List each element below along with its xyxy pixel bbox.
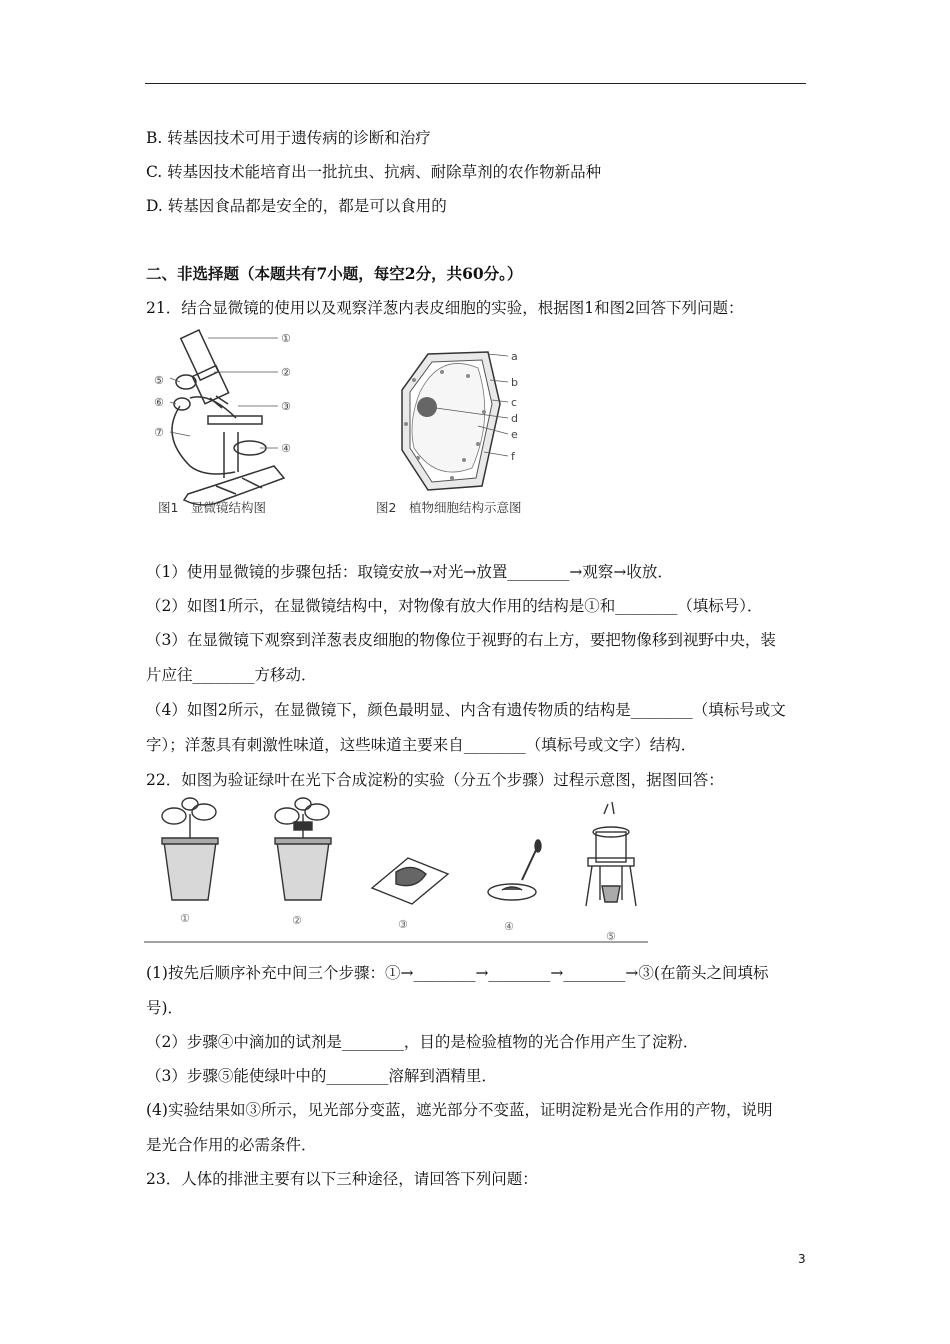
q22-part4-line2: 是光合作用的必需条件． (146, 1136, 317, 1154)
fig1-label-6: ⑥ (154, 396, 164, 409)
fig2-label-e: e (511, 428, 518, 441)
step-label-3: ③ (398, 918, 408, 931)
fig2-caption: 图2 植物细胞结构示意图 (376, 500, 522, 515)
option-d: D. 转基因食品都是安全的，都是可以食用的 (146, 197, 447, 215)
q21-part4-line2: 字）；洋葱具有刺激性味道，这些味道主要来自________（填标号或文字）结构． (146, 736, 697, 754)
step-label-5: ⑤ (606, 930, 616, 943)
q21-part3-line1: （3）在显微镜下观察到洋葱表皮细胞的物像位于视野的右上方，要把物像移到视野中央，装 (146, 631, 776, 649)
q23-stem: 23．人体的排泄主要有以下三种途径，请回答下列问题： (146, 1170, 538, 1188)
step-label-2: ② (292, 914, 302, 927)
q22-stem: 22．如图为验证绿叶在光下合成淀粉的实验（分五个步骤）过程示意图，据图回答： (146, 771, 724, 789)
q21-part2: （2）如图1所示，在显微镜结构中，对物像有放大作用的结构是①和________（填标号）． (146, 597, 763, 615)
fig2-label-d: d (511, 412, 518, 425)
page-number: 3 (798, 1252, 806, 1266)
fig2-label-a: a (511, 350, 518, 363)
fig1-label-2: ② (281, 366, 291, 379)
fig1-label-7: ⑦ (154, 426, 164, 439)
q22-part3: （3）步骤⑤能使绿叶中的________溶解到酒精里． (146, 1067, 497, 1085)
q22-part1-line2: 号)． (146, 999, 184, 1017)
q21-part4-line1: （4）如图2所示，在显微镜下，颜色最明显、内含有遗传物质的结构是________（填标号或文 (146, 701, 786, 719)
section-heading: 二、非选择题（本题共有7小题，每空2分，共60分。） (146, 264, 523, 283)
fig2-label-f: f (511, 450, 515, 463)
fig1-label-4: ④ (281, 442, 291, 455)
plant-cell-figure (372, 340, 572, 524)
fig1-label-3: ③ (281, 400, 291, 413)
fig1-label-5: ⑤ (154, 374, 164, 387)
starch-experiment-figure (144, 794, 648, 946)
step-label-4: ④ (504, 920, 514, 933)
q22-part2: （2）步骤④中滴加的试剂是________，目的是检验植物的光合作用产生了淀粉． (146, 1033, 699, 1051)
q22-part1-line1: (1)按先后顺序补充中间三个步骤：①→________→________→________→③(在箭头之间填标 (146, 964, 769, 982)
q21-part1: （1）使用显微镜的步骤包括：取镜安放→对光→放置________→观察→收放． (146, 563, 673, 581)
fig1-caption: 图1 显微镜结构图 (158, 500, 266, 515)
option-b: B. 转基因技术可用于遗传病的诊断和治疗 (146, 129, 431, 147)
microscope-figure (150, 326, 310, 522)
header-rule (145, 83, 806, 84)
step-label-1: ① (180, 912, 190, 925)
q21-stem: 21．结合显微镜的使用以及观察洋葱内表皮细胞的实验，根据图1和图2回答下列问题： (146, 299, 744, 317)
fig1-label-1: ① (281, 332, 291, 345)
option-c: C. 转基因技术能培育出一批抗虫、抗病、耐除草剂的农作物新品种 (146, 163, 602, 181)
q22-part4-line1: (4)实验结果如③所示，见光部分变蓝，遮光部分不变蓝，证明淀粉是光合作用的产物，说明 (146, 1101, 773, 1119)
fig2-label-b: b (511, 376, 518, 389)
fig2-label-c: c (511, 396, 518, 409)
q21-part3-line2: 片应往________方移动． (146, 666, 317, 684)
